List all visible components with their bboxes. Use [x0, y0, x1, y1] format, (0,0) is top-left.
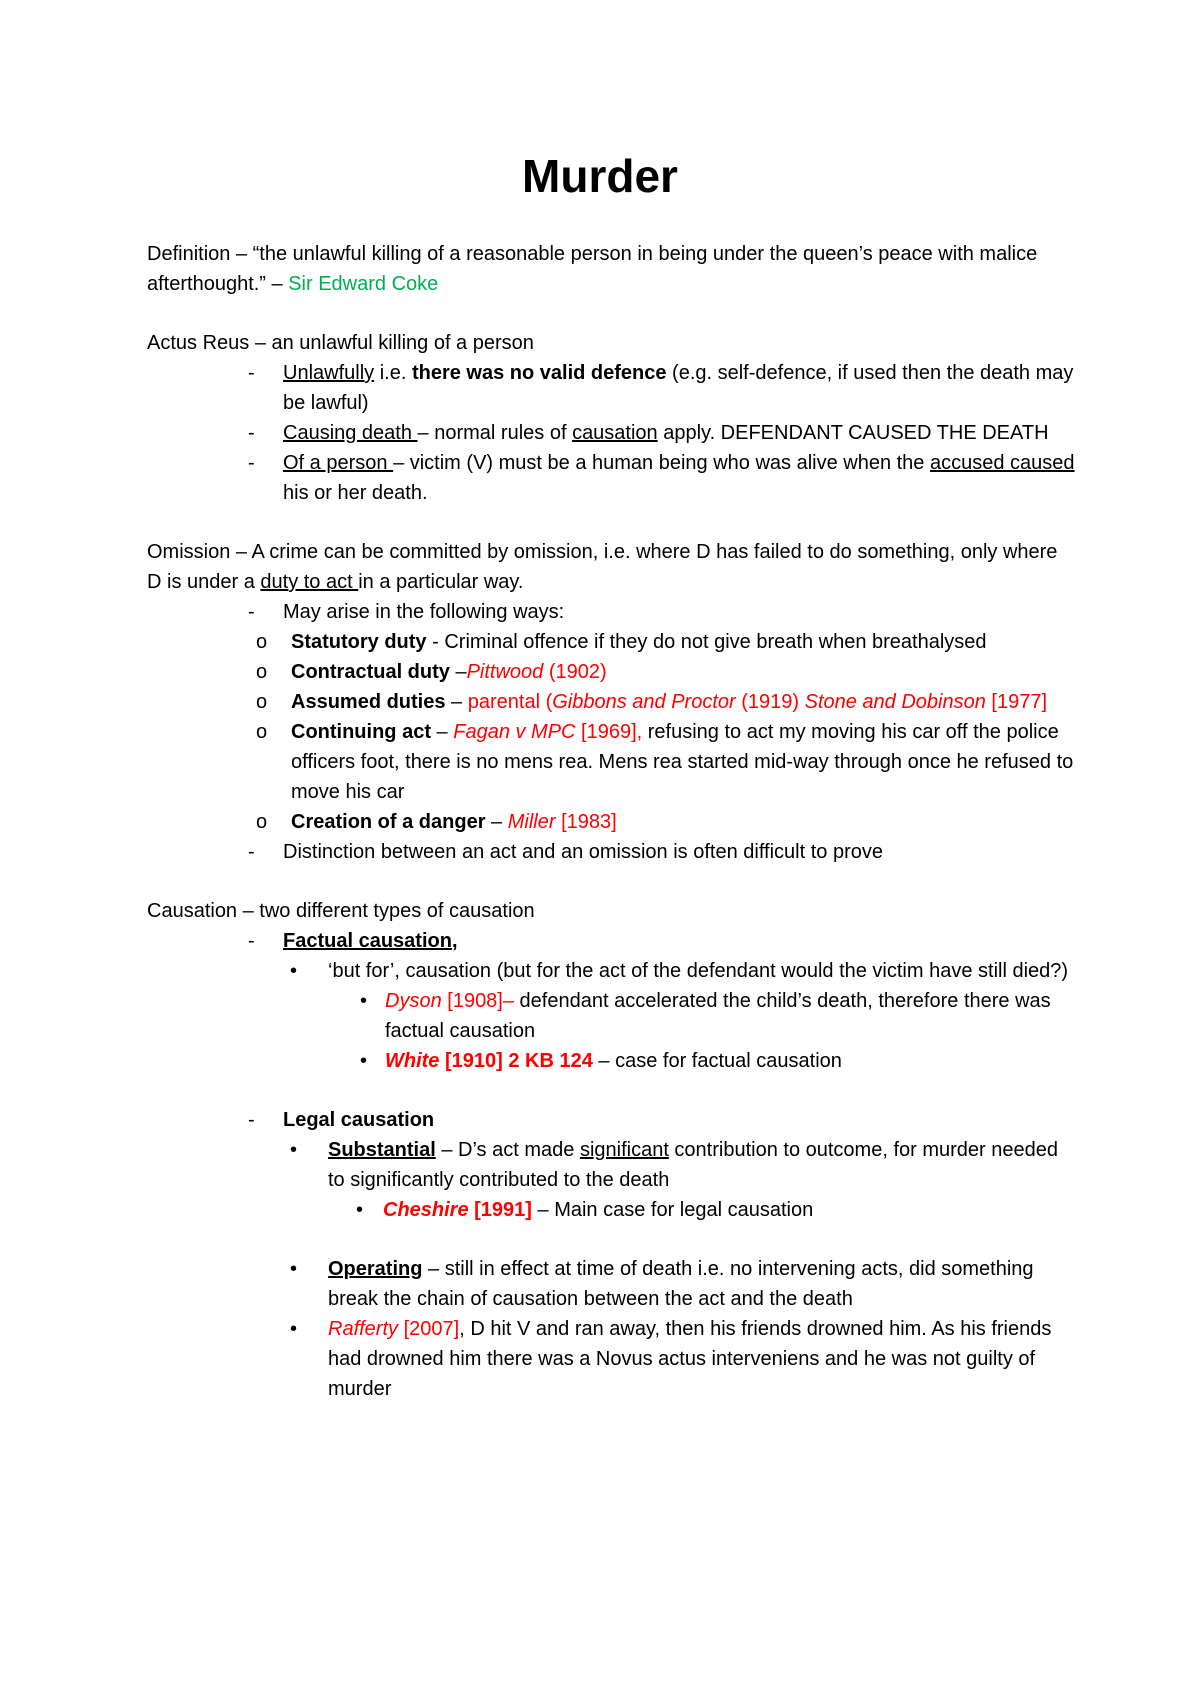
list-item: • ‘but for’, causation (but for the act of the defendant would the victim have still died?) [147, 956, 1077, 986]
list-item: - Unlawfully i.e. there was no valid defence (e.g. self-defence, if used then the death may be lawful) [147, 358, 1077, 418]
circle-marker: o [256, 811, 268, 833]
document-body [147, 239, 1077, 1404]
list-item: o Assumed duties – parental (Gibbons and Proctor (1919) Stone and Dobinson [1977] [147, 687, 1077, 717]
list-item: - Legal causation [147, 1105, 1077, 1135]
bullet-marker: • [356, 1199, 364, 1221]
bullet-marker: • [360, 1050, 368, 1072]
list-item: - Distinction between an act and an omission is often difficult to prove [147, 837, 1077, 867]
page-title: Murder [522, 150, 678, 202]
list-item: o Contractual duty –Pittwood (1902) [147, 657, 1077, 687]
bullet-marker: • [290, 1318, 298, 1340]
dash-marker: - [248, 841, 255, 863]
bullet-marker: • [290, 1139, 298, 1161]
list-item: - May arise in the following ways: [147, 597, 1077, 627]
causation-heading: Causation – two different types of causation [147, 900, 535, 922]
bullet-marker: • [290, 1258, 298, 1280]
bullet-marker: • [290, 960, 298, 982]
definition-paragraph: Definition – “the unlawful killing of a reasonable person in being under the queen’s peace with malice afterthought.” – Sir Edward Coke [147, 243, 1038, 295]
bullet-marker: • [360, 990, 368, 1012]
dash-marker: - [248, 1109, 255, 1131]
list-item: o Statutory duty - Criminal offence if they do not give breath when breathalysed [147, 627, 1077, 657]
actus-reus-heading: Actus Reus – an unlawful killing of a person [147, 332, 534, 354]
dash-marker: - [248, 601, 255, 623]
list-item: • White [1910] 2 KB 124 – case for factual causation [147, 1046, 1077, 1076]
definition-label: Definition [147, 243, 231, 265]
definition-quote: “the unlawful killing of a reasonable person in being under the queen’s peace with malice afterthought.” – [147, 243, 1038, 295]
list-item: o Creation of a danger – Miller [1983] [147, 807, 1077, 837]
list-item: - Causing death – normal rules of causation apply. DEFENDANT CAUSED THE DEATH [147, 418, 1077, 448]
duty-to-act: duty to act [260, 571, 359, 593]
dash-marker: - [248, 362, 255, 384]
list-item: o Continuing act – Fagan v MPC [1969], refusing to act my moving his car off the police officers foot, there is no mens rea. Mens rea started mid-way through once he refused to move his car [147, 717, 1077, 807]
dash-marker: - [248, 452, 255, 474]
circle-marker: o [256, 661, 268, 683]
list-item: • Cheshire [1991] – Main case for legal causation [147, 1195, 1077, 1225]
circle-marker: o [256, 631, 268, 653]
list-item: • Operating – still in effect at time of death i.e. no intervening acts, did something break the chain of causation between the act and the death [147, 1254, 1077, 1314]
list-item: • Rafferty [2007], D hit V and ran away, then his friends drowned him. As his friends had drowned him there was a Novus actus interveniens and he was not guilty of murder [147, 1314, 1077, 1404]
omission-paragraph: Omission – A crime can be committed by omission, i.e. where D has failed to do something, only where D is under a duty to act in a particular way. [147, 541, 1058, 593]
circle-marker: o [256, 691, 268, 713]
dash-marker: - [248, 422, 255, 444]
list-item: - Of a person – victim (V) must be a human being who was alive when the accused caused his or her death. [147, 448, 1077, 508]
list-item: • Dyson [1908]– defendant accelerated the child’s death, therefore there was factual causation [147, 986, 1077, 1046]
list-item: • Substantial – D’s act made significant contribution to outcome, for murder needed to significantly contributed to the death [147, 1135, 1077, 1195]
definition-author: Sir Edward Coke [288, 273, 439, 295]
list-item: - Factual causation, [147, 926, 1077, 956]
dash-marker: - [248, 930, 255, 952]
circle-marker: o [256, 721, 268, 743]
